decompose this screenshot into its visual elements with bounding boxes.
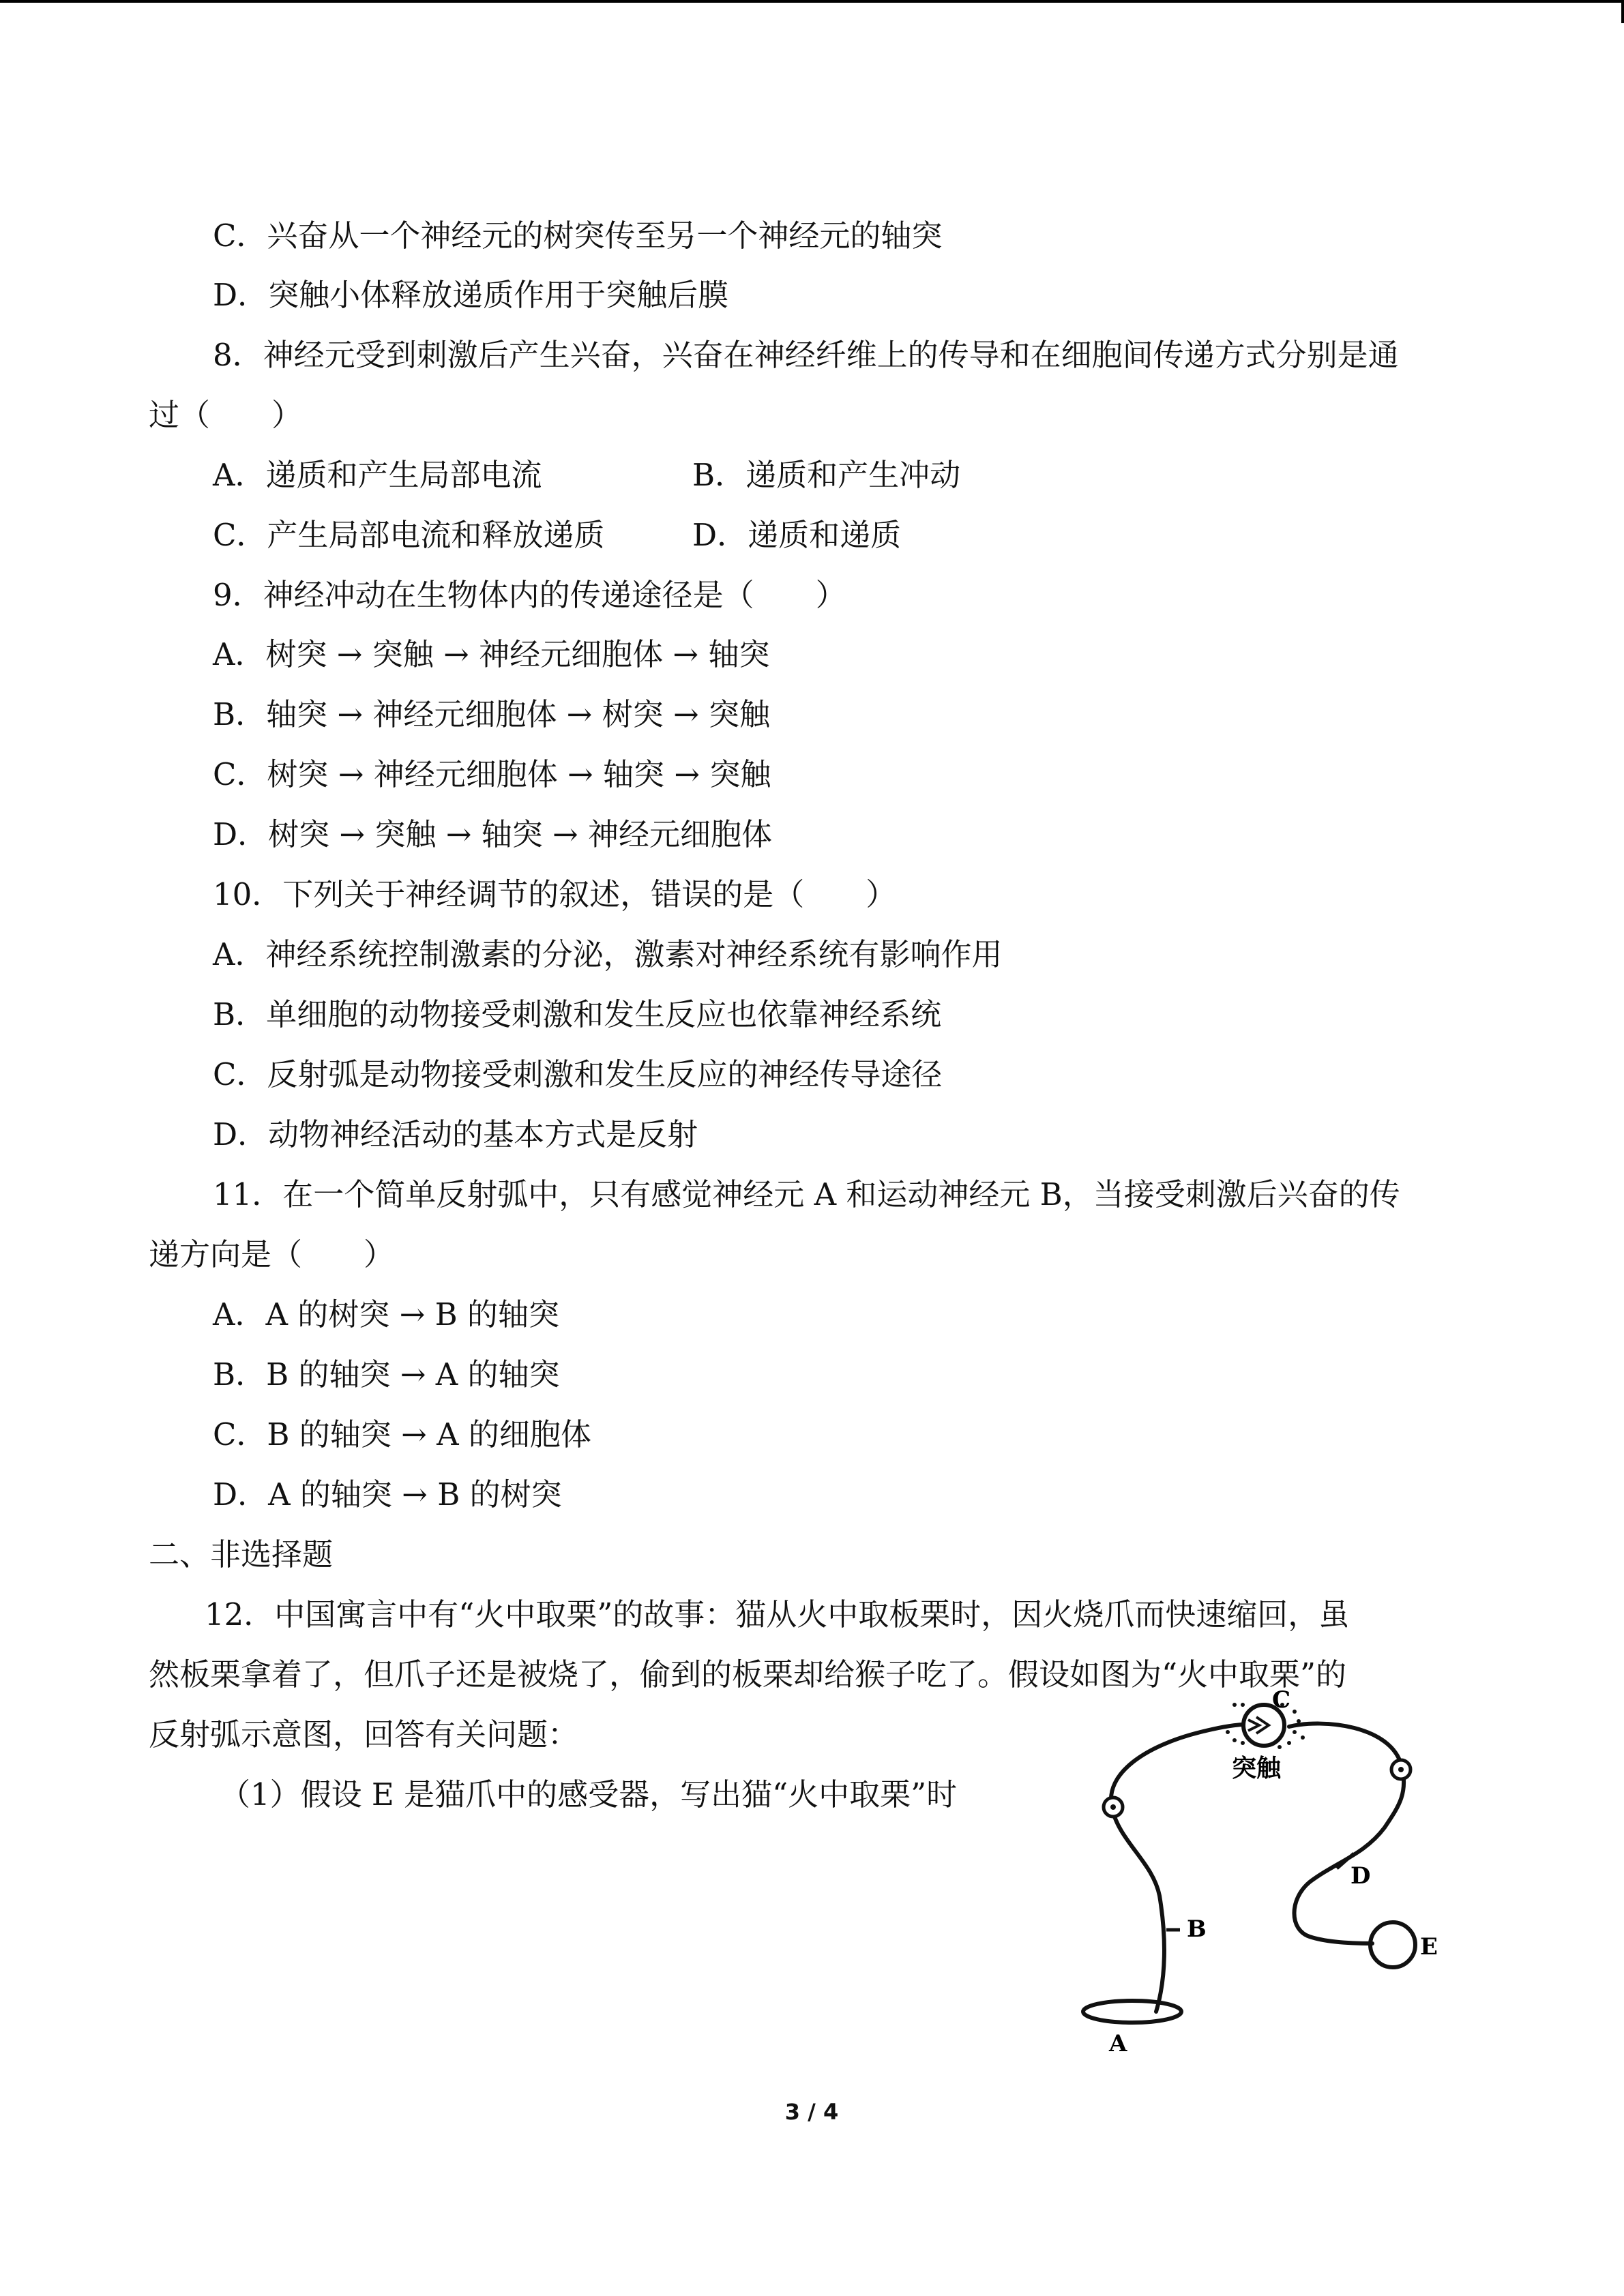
q12-stem-cont1: 然板栗拿着了，但爪子还是被烧了，偷到的板栗却给猴子吃了。假设如图为“火中取栗”的 <box>149 1656 1347 1693</box>
q9-option-a: A．树突 → 突触 → 神经元细胞体 → 轴突 <box>213 636 770 672</box>
neuron-d-path <box>1289 1724 1404 1943</box>
q7-option-d: D．突触小体释放递质作用于突触后膜 <box>213 277 729 313</box>
label-e: E <box>1420 1933 1438 1960</box>
page-number: 3 / 4 <box>784 2099 839 2125</box>
section-heading: 二、非选择题 <box>149 1536 334 1572</box>
q11-stem-cont: 递方向是（ ） <box>149 1236 395 1272</box>
q12-stem: 12．中国寓言中有“火中取栗”的故事：猫从火中取板栗时，因火烧爪而快速缩回，虽 <box>205 1596 1350 1632</box>
q12-stem-cont2: 反射弧示意图，回答有关问题： <box>149 1716 579 1753</box>
q8-option-a: A．递质和产生局部电流 <box>213 457 542 493</box>
q11-option-d: D．A 的轴突 → B 的树突 <box>213 1476 562 1512</box>
q9-option-d: D．树突 → 突触 → 轴突 → 神经元细胞体 <box>213 816 773 852</box>
effector-a <box>1083 2001 1181 2023</box>
q8-stem: 8．神经元受到刺激后产生兴奋，兴奋在神经纤维上的传导和在细胞间传递方式分别是通 <box>213 337 1399 373</box>
label-c: C <box>1272 1686 1291 1714</box>
right-border <box>1621 0 1624 23</box>
q11-option-c: C．B 的轴突 → A 的细胞体 <box>213 1416 591 1452</box>
q7-option-c: C．兴奋从一个神经元的树突传至另一个神经元的轴突 <box>213 218 943 254</box>
label-b: B <box>1187 1915 1207 1943</box>
label-a: A <box>1109 2030 1127 2057</box>
receptor-e <box>1370 1922 1415 1967</box>
q11-option-b: B．B 的轴突 → A 的轴突 <box>213 1356 560 1392</box>
q8-option-c: C．产生局部电流和释放递质 <box>213 517 605 553</box>
q9-stem: 9．神经冲动在生物体内的传递途径是（ ） <box>213 577 846 613</box>
q9-option-b: B．轴突 → 神经元细胞体 → 树突 → 突触 <box>213 696 771 732</box>
q8-stem-cont: 过（ ） <box>149 397 303 433</box>
top-border <box>0 0 1624 3</box>
cell-body-left-dot <box>1110 1804 1116 1810</box>
q10-option-b: B．单细胞的动物接受刺激和发生反应也依靠神经系统 <box>213 996 942 1032</box>
cell-body-right-dot <box>1398 1767 1404 1772</box>
q11-stem: 11．在一个简单反射弧中，只有感觉神经元 A 和运动神经元 B，当接受刺激后兴奋的传 <box>213 1176 1400 1212</box>
q8-option-b: B．递质和产生冲动 <box>692 457 961 493</box>
q12-sub1: （1）假设 E 是猫爪中的感受器，写出猫“火中取栗”时 <box>220 1776 958 1813</box>
q10-option-a: A．神经系统控制激素的分泌，激素对神经系统有影响作用 <box>213 936 1003 972</box>
q10-option-c: C．反射弧是动物接受刺激和发生反应的神经传导途径 <box>213 1056 943 1092</box>
label-d: D <box>1350 1862 1371 1890</box>
q8-option-d: D．递质和递质 <box>692 517 902 553</box>
reflex-arc-diagram <box>1064 1686 1487 2073</box>
q10-option-d: D．动物神经活动的基本方式是反射 <box>213 1116 698 1152</box>
label-synapse: 突触 <box>1232 1754 1282 1783</box>
q9-option-c: C．树突 → 神经元细胞体 → 轴突 → 突触 <box>213 756 771 792</box>
q11-option-a: A．A 的树突 → B 的轴突 <box>213 1296 559 1332</box>
q10-stem: 10．下列关于神经调节的叙述，错误的是（ ） <box>213 876 897 912</box>
